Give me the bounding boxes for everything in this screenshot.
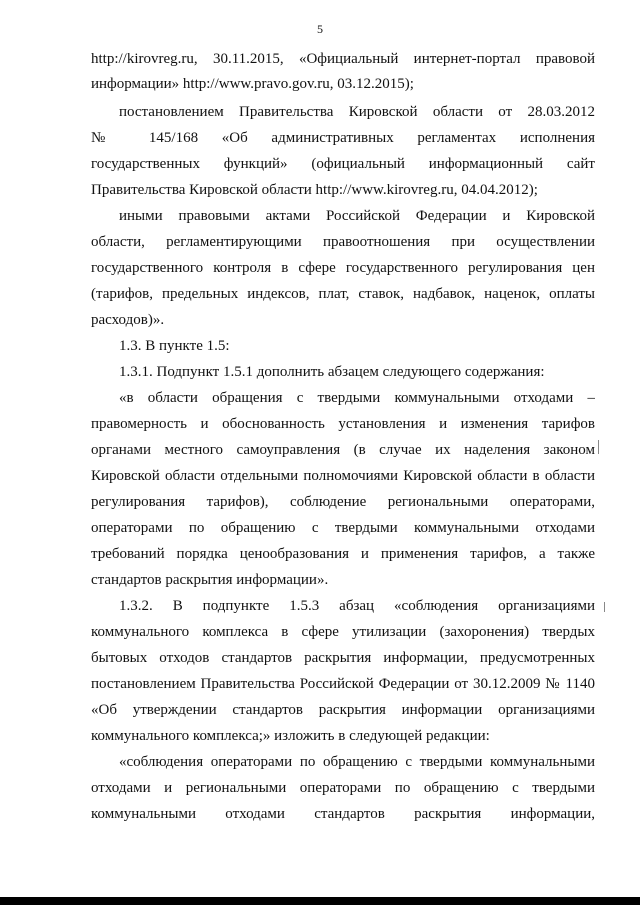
- text-line: 1.3.1. Подпункт 1.5.1 дополнить абзацем следующего содержания:: [119, 364, 545, 380]
- text-line: постановлением Правительства Российской Федерации от 30.12.2009 № 1140: [91, 676, 595, 692]
- text-line: отходами и региональными операторами по обращению с твердыми: [91, 780, 595, 796]
- text-line: (тарифов, предельных индексов, плат, ставок, надбавок, наценок, оплаты: [91, 286, 595, 302]
- text-line: «соблюдения операторами по обращению с твердыми коммунальными: [119, 754, 595, 770]
- text-line: «Об утверждении стандартов раскрытия информации организациями: [91, 702, 595, 718]
- text-line: стандартов раскрытия информации».: [91, 572, 329, 588]
- text-line: регулирования тарифов), соблюдение региональными операторами,: [91, 494, 595, 510]
- text-line: коммунальными отходами стандартов раскрытия информации,: [91, 806, 595, 822]
- text-line: области, регламентирующими правоотношения при осуществлении: [91, 234, 595, 250]
- scan-artifact: [604, 602, 605, 612]
- text-line: правомерность и обоснованность установления и изменения тарифов: [91, 416, 595, 432]
- text-line: Правительства Кировской области http://www.kirovreg.ru, 04.04.2012);: [91, 182, 538, 198]
- text-line: № 145/168 «Об административных регламентах исполнения: [91, 130, 595, 146]
- text-line: Кировской области отдельными полномочиями Кировской области в области: [91, 468, 595, 484]
- scan-edge-bar: [0, 897, 640, 905]
- text-line: государственных функций» (официальный информационный сайт: [91, 156, 595, 172]
- page-number: 5: [317, 22, 323, 36]
- text-line: 1.3.2. В подпункте 1.5.3 абзац «соблюдения организациями: [119, 598, 595, 614]
- text-line: информации» http://www.pravo.gov.ru, 03.12.2015);: [91, 76, 414, 92]
- scan-artifact: [598, 440, 599, 454]
- text-line: расходов)».: [91, 312, 165, 328]
- text-line: бытовых отходов стандартов раскрытия информации, предусмотренных: [91, 650, 595, 666]
- text-line: органами местного самоуправления (в случае их наделения законом: [91, 442, 595, 458]
- text-line: 1.3. В пункте 1.5:: [119, 338, 230, 354]
- text-line: коммунального комплекса в сфере утилизации (захоронения) твердых: [91, 624, 595, 640]
- text-line: требований порядка ценообразования и применения тарифов, а также: [91, 546, 595, 562]
- text-line: операторами по обращению с твердыми коммунальными отходами: [91, 520, 595, 536]
- text-line: http://kirovreg.ru, 30.11.2015, «Официальный интернет-портал правовой: [91, 51, 595, 67]
- text-line: «в области обращения с твердыми коммунальными отходами –: [119, 390, 595, 406]
- text-line: коммунального комплекса;» изложить в следующей редакции:: [91, 728, 490, 744]
- text-line: государственного контроля в сфере государственного регулирования цен: [91, 260, 595, 276]
- text-line: постановлением Правительства Кировской области от 28.03.2012: [119, 104, 595, 120]
- text-line: иными правовыми актами Российской Федерации и Кировской: [119, 208, 595, 224]
